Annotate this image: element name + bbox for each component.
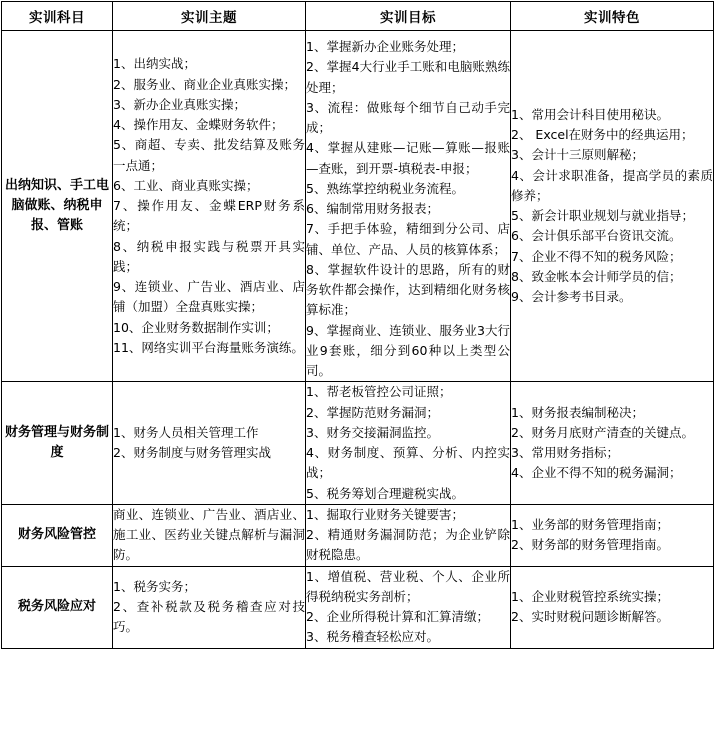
goal-list — [306, 37, 510, 381]
table-row — [2, 566, 714, 648]
list-item: 2、财务月底财产清查的关键点。 — [511, 424, 694, 440]
feature-list — [511, 587, 713, 628]
list-item: 3、新办企业真账实操； — [113, 96, 246, 112]
list-item: 2、掌握4大行业手工账和电脑账熟练处理； — [306, 59, 510, 95]
list-item: 1、帮老板管控公司证照； — [306, 384, 452, 400]
list-item: 5、商超、专卖、批发结算及账务一点通； — [113, 137, 305, 173]
list-item: 3、常用财务指标； — [511, 445, 619, 460]
goal-list — [306, 382, 510, 504]
list-item: 1、税务实务； — [113, 578, 196, 594]
feature-cell — [511, 382, 714, 505]
table-header — [2, 2, 714, 31]
list-item: 6、会计俱乐部平台资讯交流。 — [511, 228, 682, 244]
list-item: 5、熟练掌控纳税业务流程。 — [306, 180, 464, 196]
list-item: 4、会计求职准备，提高学员的素质修养； — [511, 167, 713, 203]
subject-cell: 出纳知识、手工电脑做账、纳税申报、管账 — [2, 31, 113, 382]
table-body — [2, 31, 714, 649]
list-item: 1、财务人员相关管理工作 — [113, 424, 259, 440]
list-item: 5、税务筹划合理避税实战。 — [306, 485, 464, 501]
list-item: 2、精通财务漏洞防范；为企业铲除财税隐患。 — [306, 527, 510, 563]
subject-cell: 财务风险管控 — [2, 504, 113, 566]
list-item: 2、实时财税问题诊断解答。 — [511, 609, 669, 624]
list-item: 8、纳税申报实践与税票开具实践； — [113, 238, 305, 274]
list-item: 9、掌握商业、连锁业、服务业3大行业9套账，细分到60种以上类型公司。 — [306, 322, 510, 378]
header-row — [2, 2, 714, 31]
goal-cell — [306, 504, 511, 566]
list-item: 2、企业所得税计算和汇算清缴； — [306, 609, 489, 624]
topic-cell — [113, 31, 306, 382]
list-item: 3、会计十三原则解秘； — [511, 147, 644, 163]
list-item: 8、致金帐本会计师学员的信； — [511, 268, 682, 284]
list-item: 7、手把手体验，精细到分公司、店铺、单位、产品、人员的核算体系； — [306, 221, 510, 257]
list-item: 7、企业不得不知的税务风险； — [511, 248, 682, 264]
list-item: 9、会计参考书目录。 — [511, 289, 632, 305]
topic-list — [113, 577, 305, 638]
list-item: 2、服务业、商业企业真账实操； — [113, 76, 296, 92]
list-item: 9、连锁业、广告业、酒店业、店铺（加盟）全盘真账实操； — [113, 279, 305, 315]
topic-paragraph: 商业、连锁业、广告业、酒店业、施工业、医药业关键点解析与漏洞防。 — [113, 506, 305, 563]
curriculum-table — [1, 1, 714, 649]
feature-cell — [511, 31, 714, 382]
goal-cell — [306, 31, 511, 382]
feature-cell — [511, 566, 714, 648]
topic-list — [113, 423, 305, 464]
column-header-goal: 实训目标 — [306, 2, 511, 31]
list-item: 1、业务部的财务管理指南； — [511, 516, 669, 532]
column-header-feature: 实训特色 — [511, 2, 714, 31]
table-row — [2, 382, 714, 505]
list-item: 1、财务报表编制秘决； — [511, 404, 644, 420]
list-item: 7、操作用友、金蝶ERP财务系统； — [113, 198, 305, 234]
column-header-subject: 实训科目 — [2, 2, 113, 31]
list-item: 3、流程：做账每个细节自己动手完成； — [306, 99, 510, 135]
list-item: 2、 Excel在财务中的经典运用； — [511, 127, 694, 143]
list-item: 4、财务制度、预算、分析、内控实战； — [306, 445, 510, 481]
feature-list — [511, 403, 713, 484]
list-item: 5、新会计职业规划与就业指导； — [511, 208, 694, 224]
column-header-topic: 实训主题 — [113, 2, 306, 31]
list-item: 11、网络实训平台海量账务演练。 — [113, 339, 304, 355]
list-item: 6、工业、商业真账实操； — [113, 177, 259, 193]
list-item: 2、查补税款及税务稽查应对技巧。 — [113, 598, 305, 635]
list-item: 4、企业不得不知的税务漏洞； — [511, 465, 682, 481]
subject-cell: 税务风险应对 — [2, 566, 113, 648]
goal-cell — [306, 566, 511, 648]
goal-list — [306, 505, 510, 566]
subject-cell: 财务管理与财务制度 — [2, 382, 113, 505]
list-item: 1、增值税、营业税、个人、企业所得税纳税实务剖析； — [306, 568, 510, 604]
list-item: 1、掌握新办企业账务处理； — [306, 39, 464, 54]
topic-cell — [113, 382, 306, 505]
topic-list — [113, 54, 305, 358]
list-item: 1、常用会计科目使用秘诀。 — [511, 106, 669, 122]
list-item: 4、掌握从建账—记账—算账—报账—查账，到开票-填税表-申报； — [306, 140, 510, 176]
table-row — [2, 31, 714, 382]
topic-cell — [113, 504, 306, 566]
list-item: 6、编制常用财务报表； — [306, 201, 439, 216]
list-item: 1、企业财税管控系统实操； — [511, 588, 669, 604]
feature-list — [511, 105, 713, 308]
feature-cell — [511, 504, 714, 566]
list-item: 8、掌握软件设计的思路，所有的财务软件都会操作，达到精细化财务核算标准； — [306, 261, 510, 318]
list-item: 2、财务制度与财务管理实战 — [113, 445, 271, 460]
list-item: 2、财务部的财务管理指南。 — [511, 537, 669, 553]
topic-cell — [113, 566, 306, 648]
list-item: 3、财务交接漏洞监控。 — [306, 424, 439, 440]
list-item: 1、掘取行业财务关键要害； — [306, 506, 464, 522]
goal-list — [306, 567, 510, 648]
list-item: 10、企业财务数据制作实训； — [113, 319, 279, 335]
list-item: 2、掌握防范财务漏洞； — [306, 404, 439, 420]
curriculum-page — [0, 1, 714, 735]
feature-list — [511, 515, 713, 556]
list-item: 4、操作用友、金蝶财务软件； — [113, 117, 284, 132]
table-row — [2, 504, 714, 566]
list-item: 1、出纳实战； — [113, 56, 196, 72]
goal-cell — [306, 382, 511, 505]
list-item: 3、税务稽查轻松应对。 — [306, 629, 439, 645]
